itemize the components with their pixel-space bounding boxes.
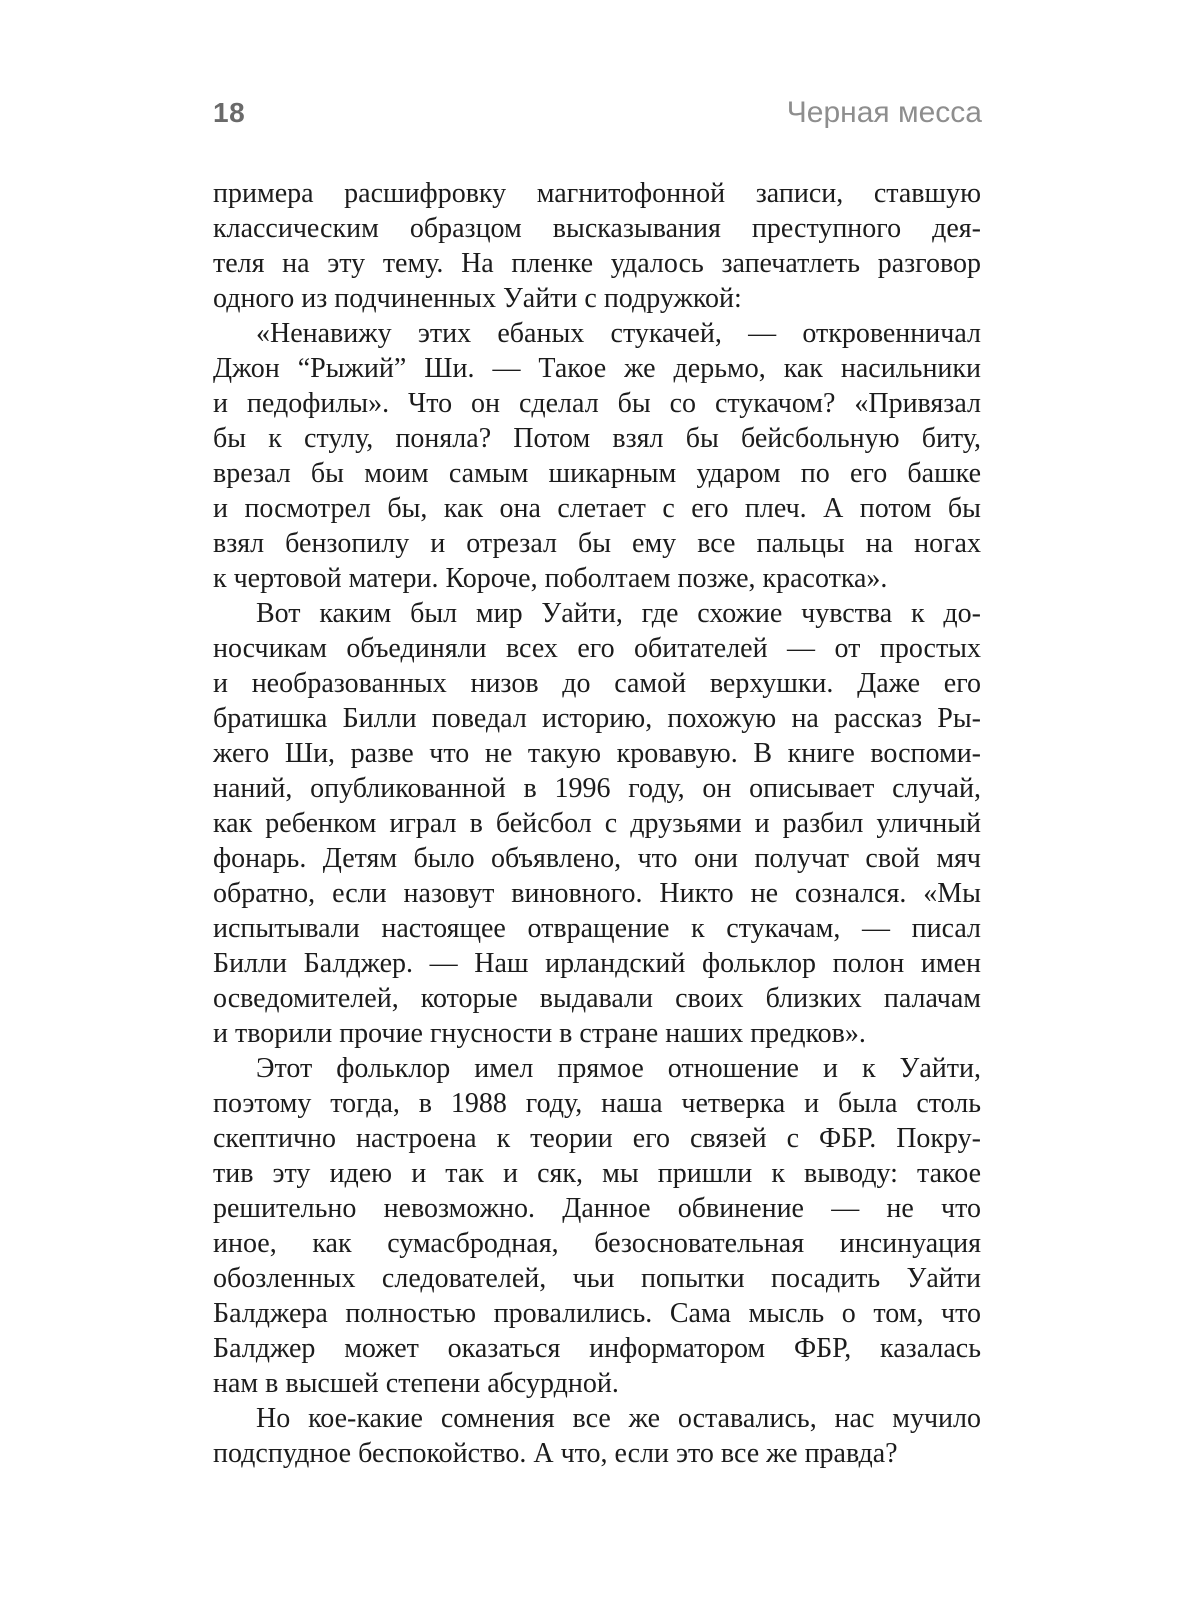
text-line: классическим образцом высказывания преступного дея-: [213, 213, 981, 244]
text-line: примера расшифровку магнитофонной записи, ставшую: [213, 178, 981, 209]
page-content: [213, 176, 981, 1471]
text-line: обратно, если назовут виновного. Никто не сознался. «Мы: [213, 878, 981, 909]
text-line: носчикам объединяли всех его обитателей — от простых: [213, 633, 981, 664]
text-line: обозленных следователей, чьи попытки посадить Уайти: [213, 1263, 981, 1294]
text-line: наний, опубликованной в 1996 году, он описывает случай,: [213, 773, 981, 804]
paragraph: [213, 316, 981, 596]
text-line: и педофилы». Что он сделал бы со стукачом? «Привязал: [213, 388, 981, 419]
text-line: поэтому тогда, в 1988 году, наша четверка и была столь: [213, 1088, 981, 1119]
text-line: «Ненавижу этих ебаных стукачей, — откровенничал: [256, 318, 981, 349]
paragraph: [213, 176, 981, 316]
text-line: врезал бы моим самым шикарным ударом по его башке: [213, 458, 981, 489]
text-line: испытывали настоящее отвращение к стукачам, — писал: [213, 913, 981, 944]
text-line: Балджера полностью провалились. Сама мысль о том, что: [213, 1298, 981, 1329]
text-line: Вот каким был мир Уайти, где схожие чувства к до-: [256, 598, 981, 629]
text-line: нам в высшей степени абсурдной.: [213, 1368, 619, 1399]
text-line: скептично настроена к теории его связей с ФБР. Покру-: [213, 1123, 981, 1154]
text-line: жего Ши, разве что не такую кровавую. В книге воспоми-: [213, 738, 981, 769]
text-line: и посмотрел бы, как она слетает с его плеч. А потом бы: [213, 493, 981, 524]
text-line: бы к стулу, поняла? Потом взял бы бейсбольную биту,: [213, 423, 981, 454]
paragraph: [213, 1051, 981, 1401]
text-line: Но кое-какие сомнения все же оставались, нас мучило: [256, 1403, 981, 1434]
text-line: и необразованных низов до самой верхушки. Даже его: [213, 668, 981, 699]
text-line: осведомителей, которые выдавали своих близких палачам: [213, 983, 981, 1014]
text-line: братишка Билли поведал историю, похожую на рассказ Ры-: [213, 703, 981, 734]
text-line: как ребенком играл в бейсбол с друзьями и разбил уличный: [213, 808, 981, 839]
text-line: тив эту идею и так и сяк, мы пришли к выводу: такое: [213, 1158, 981, 1189]
text-line: подспудное беспокойство. А что, если это все же правда?: [213, 1438, 898, 1469]
text-line: теля на эту тему. На пленке удалось запечатлеть разговор: [213, 248, 981, 279]
text-line: Билли Балджер. — Наш ирландский фольклор полон имен: [213, 948, 981, 979]
paragraph: [213, 596, 981, 1051]
text-line: Этот фольклор имел прямое отношение и к Уайти,: [256, 1053, 981, 1084]
text-line: фонарь. Детям было объявлено, что они получат свой мяч: [213, 843, 981, 874]
text-line: к чертовой матери. Короче, поболтаем позже, красотка».: [213, 563, 888, 594]
text-line: Джон “Рыжий” Ши. — Такое же дерьмо, как насильники: [213, 353, 981, 384]
page-number: 18: [213, 97, 246, 128]
text-line: Балджер может оказаться информатором ФБР, казалась: [213, 1333, 981, 1364]
text-line: взял бензопилу и отрезал бы ему все пальцы на ногах: [213, 528, 981, 559]
text-line: и творили прочие гнусности в стране наших предков».: [213, 1018, 866, 1049]
paragraph: [213, 1401, 981, 1471]
text-line: иное, как сумасбродная, безосновательная инсинуация: [213, 1228, 981, 1259]
running-header: [213, 96, 982, 130]
text-line: одного из подчиненных Уайти с подружкой:: [213, 283, 742, 314]
book-title: Черная месса: [786, 96, 982, 129]
text-line: решительно невозможно. Данное обвинение — не что: [213, 1193, 981, 1224]
